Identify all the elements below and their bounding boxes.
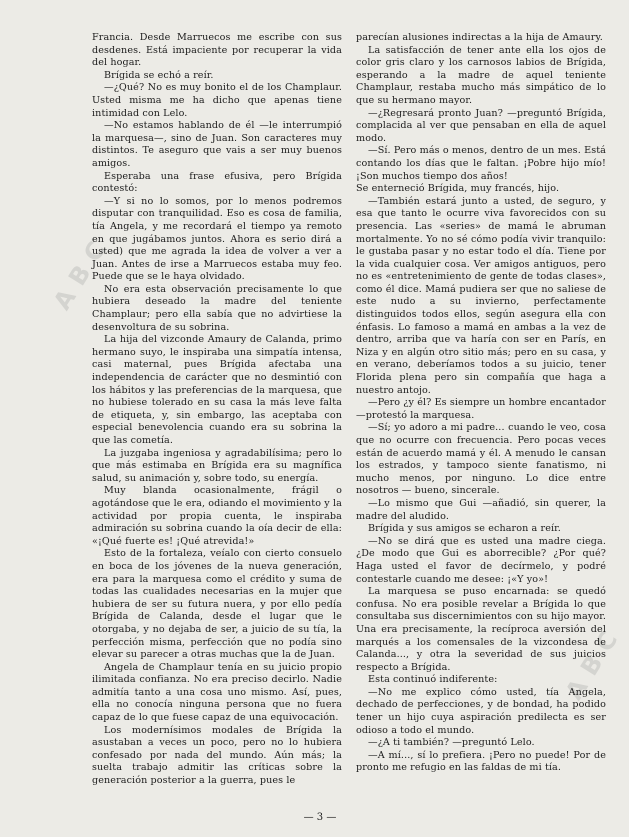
paragraph: La juzgaba ingeniosa y agradabilísima; pero lo que más estimaba en Brígida era su magnífica salud, su animación y, sobre todo, su energía. bbox=[92, 447, 342, 484]
paragraph: parecían alusiones indirectas a la hija de Amaury. bbox=[356, 32, 603, 43]
paragraph: Esperaba una frase efusiva, pero Brígida contestó: bbox=[92, 170, 342, 195]
paragraph: Se enterneció Brígida, muy francés, hijo. bbox=[356, 183, 560, 195]
paragraph: —¿Regresará pronto Juan? —preguntó Brígida, complacida al ver que pensaban en ella de aquel modo. bbox=[356, 107, 606, 144]
paragraph: —También estará junto a usted, de seguro, y esa que tanto le ocurre viva favorecidos con su presencia. Las «series» de mamá le abruman mortalmente. Yo no sé cómo podía vivir tranquilo: le gustaba pasar y no estar todo el día. Tiene por la vida cualquier cosa. Ver amigos antiguos, pero no es «entretenimiento de gente de todas clases», como él dice. Mamá pudiera ser que no saliese de este nudo a su invierno, perfectamente distinguidos todos ellos, según asegura ella con énfasis. Lo famoso a mamá en ambas a la vez de dentro, arriba que va haría con ser en París, en Niza y en algún otro sitio más; pero en su casa, y en verano, deberíamos todos a su juicio, tener Florida plena pero sin compañía que haga a nuestro antojo. bbox=[356, 195, 606, 396]
paragraph: —Y si no lo somos, por lo menos podremos disputar con tranquilidad. Eso es cosa de familia, tía Angela, y me recordará el tiempo ya remoto en que jugábamos juntos. Ahora es serio dirá a usted) que me agrada la idea de volver a ver a Juan. Antes de irse a Marruecos estaba muy feo. Puede que se le haya olvidado. bbox=[92, 195, 342, 283]
left-text-column bbox=[92, 32, 342, 802]
paragraph: —No se dirá que es usted una madre ciega. ¿De modo que Gui es aborrecible? ¿Por qué? Haga usted el favor de decírmelo, y podré contestarle cuando me desee: ¡«Y yo»! bbox=[356, 535, 606, 585]
paragraph: Brígida se echó a reír. bbox=[104, 69, 214, 81]
right-text-column bbox=[356, 32, 606, 802]
paragraph: —A mí..., sí lo prefiera. ¡Pero no puede! Por de pronto me refugio en las faldas de mi tía. bbox=[356, 749, 606, 774]
paragraph: —Pero ¿y él? Es siempre un hombre encantador —protestó la marquesa. bbox=[356, 397, 606, 421]
paragraph: Esta continuó indiferente: bbox=[368, 674, 498, 686]
paragraph: Brígida y sus amigos se echaron a reír. bbox=[368, 523, 561, 535]
watermark-left: ABC bbox=[48, 228, 117, 315]
paragraph: Francia. Desde Marruecos me escribe con sus desdenes. Está impaciente por recuperar la vida del hogar. bbox=[92, 32, 342, 69]
paragraph: La hija del vizconde Amaury de Calanda, primo hermano suyo, le inspiraba una simpatía intensa, casi maternal, pues Brígida afectaba una independencia de carácter que no desmintió con los hábitos y las preferencias de la marquesa, que no hubiese tolerado en su casa la más leve falta de etiqueta, y, sin embargo, las aceptaba con especial benevolencia cuando era su sobrina la que las cometía. bbox=[92, 334, 342, 446]
page-number: — 3 — bbox=[303, 812, 337, 823]
paragraph: —Sí. Pero más o menos, dentro de un mes. Está contando los días que le faltan. ¡Pobre hijo mío! ¡Son muchos tiempo dos años! bbox=[356, 145, 606, 182]
paragraph: Muy blanda ocasionalmente, frágil o agotándose que le era, odiando el movimiento y la actividad por propia cuenta, le inspiraba admiración su sobrina cuando la oía decir de ella: «¡Qué fuerte es! ¡Qué atrevida!» bbox=[92, 485, 342, 547]
paragraph: La satisfacción de tener ante ella los ojos de color gris claro y los carnosos labios de Brígida, esperando a la madre de aquel teniente Champlaur, restaba mucho más simpático de lo que su hermano mayor. bbox=[356, 44, 606, 106]
paragraph: —Lo mismo que Gui —añadió, sin querer, la madre del aludido. bbox=[356, 497, 606, 522]
paragraph: No era esta observación precisamente lo que hubiera deseado la madre del teniente Champlaur; pero ella sabía que no advirtiese la desenvoltura de su sobrina. bbox=[92, 283, 342, 333]
paragraph: —¿A ti también? —preguntó Lelo. bbox=[368, 737, 535, 749]
paragraph: Los modernísimos modales de Brígida la asustaban a veces un poco, pero no lo hubiera confesado por nada del mundo. Aún más; la suelta trabajo admitir las críticas sobre la generación posterior a la guerra, pues le bbox=[92, 724, 342, 787]
paragraph: —No estamos hablando de él —le interrumpió la marquesa—, sino de Juan. Son caracteres muy distintos. Te aseguro que vais a ser muy buenos amigos. bbox=[92, 120, 342, 169]
paragraph: —¿Qué? No es muy bonito el de los Champlaur. Usted misma me ha dicho que apenas tiene intimidad con Lelo. bbox=[92, 82, 342, 119]
watermark-right: ABC bbox=[560, 618, 629, 705]
paragraph: —No me explico cómo usted, tía Angela, dechado de perfecciones, y de bondad, ha podido tener un hijo cuya aspiración predilecta es ser odioso a todo el mundo. bbox=[356, 686, 606, 736]
paragraph: Esto de la fortaleza, veíalo con cierto consuelo en boca de los jóvenes de la nueva generación, era para la marquesa como el crédito y suma de todas las cualidades necesarias en la mujer que hubiera de ser su futura nuera, y por ello pedía Brígida de Calanda, desde el lugar que le otorgaba, y no dejaba de ser, a juicio de su tía, la perfección misma, perfección que no podía sino elevar su parecer a otras muchas que la de Juan. bbox=[92, 548, 342, 661]
paragraph: Angela de Champlaur tenía en su juicio propio ilimitada confianza. No era preciso decirlo. Nadie admitía tanto a una cosa uno mismo. Así, pues, ella no conocía ninguna persona que no fuera capaz de lo que fuese capaz de una equivocación. bbox=[92, 661, 342, 724]
paragraph: La marquesa se puso encarnada: se quedó confusa. No era posible revelar a Brígida lo que consultaba sus discernimientos con su hijo mayor. Una era precisamente, la recíproca aversión del marqués a los comensales de la vizcondesa de Calanda..., y otra la severidad de sus juicios respecto a Brígida. bbox=[356, 586, 606, 673]
paragraph: —Sí; yo adoro a mi padre... cuando le veo, cosa que no ocurre con frecuencia. Pero pocas veces están de acuerdo mamá y él. A menudo le cansan los estrados, y tampoco siente fanatismo, ni mucho menos, por ninguno. Lo dice entre nosotros — bueno, sincerale. bbox=[356, 422, 606, 497]
